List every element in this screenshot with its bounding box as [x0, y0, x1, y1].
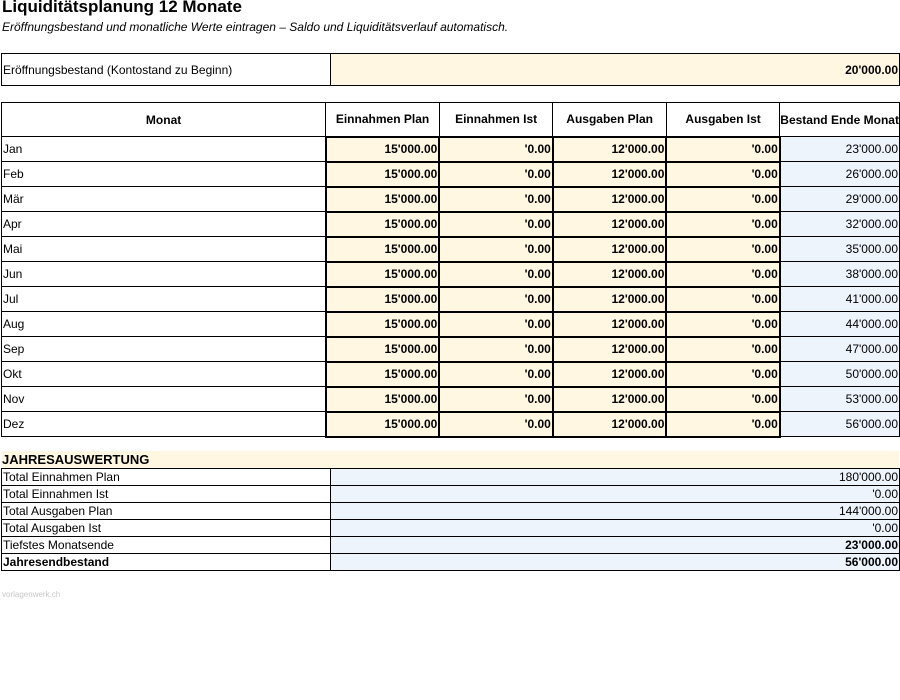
month-end-balance-cell: 56'000.00 [780, 412, 900, 437]
expense-plan-input[interactable]: 12'000.00 [553, 137, 667, 162]
income-actual-input[interactable]: '0.00 [439, 162, 552, 187]
expense-plan-input[interactable]: 12'000.00 [553, 237, 667, 262]
income-actual-input[interactable]: '0.00 [439, 337, 552, 362]
summary-row [2, 537, 900, 554]
table-row [2, 412, 900, 437]
expense-plan-input[interactable]: 12'000.00 [553, 212, 667, 237]
month-end-balance-cell: 53'000.00 [780, 387, 900, 412]
summary-label: Jahresendbestand [2, 554, 331, 571]
month-cell: Jul [2, 287, 326, 312]
opening-balance-table [1, 53, 900, 86]
summary-value: '0.00 [330, 486, 899, 503]
month-end-balance-cell: 41'000.00 [780, 287, 900, 312]
expense-plan-input[interactable]: 12'000.00 [553, 362, 667, 387]
annual-summary-table [1, 468, 900, 571]
month-end-balance-cell: 23'000.00 [780, 137, 900, 162]
month-cell: Dez [2, 412, 326, 437]
income-plan-input[interactable]: 15'000.00 [326, 237, 440, 262]
table-row [2, 262, 900, 287]
month-cell: Nov [2, 387, 326, 412]
expense-actual-input[interactable]: '0.00 [666, 162, 779, 187]
month-cell: Aug [2, 312, 326, 337]
month-end-balance-cell: 26'000.00 [780, 162, 900, 187]
month-end-balance-cell: 47'000.00 [780, 337, 900, 362]
expense-actual-input[interactable]: '0.00 [666, 187, 779, 212]
summary-value: 180'000.00 [330, 469, 899, 486]
table-row [2, 137, 900, 162]
table-header-row [2, 103, 900, 137]
summary-label: Total Einnahmen Ist [2, 486, 331, 503]
expense-plan-input[interactable]: 12'000.00 [553, 162, 667, 187]
column-header-income-plan: Einnahmen Plan [326, 103, 440, 137]
month-cell: Sep [2, 337, 326, 362]
expense-actual-input[interactable]: '0.00 [666, 137, 779, 162]
income-plan-input[interactable]: 15'000.00 [326, 387, 440, 412]
month-cell: Okt [2, 362, 326, 387]
month-end-balance-cell: 32'000.00 [780, 212, 900, 237]
month-end-balance-cell: 50'000.00 [780, 362, 900, 387]
summary-value: 56'000.00 [330, 554, 899, 571]
table-row [2, 287, 900, 312]
expense-plan-input[interactable]: 12'000.00 [553, 187, 667, 212]
summary-label: Total Ausgaben Plan [2, 503, 331, 520]
summary-row [2, 554, 900, 571]
page-subtitle: Eröffnungsbestand und monatliche Werte eintragen – Saldo und Liquiditätsverlauf automatisch. [2, 20, 509, 34]
column-header-month: Monat [2, 103, 326, 137]
expense-actual-input[interactable]: '0.00 [666, 337, 779, 362]
summary-heading: JAHRESAUSWERTUNG [1, 451, 899, 468]
expense-actual-input[interactable]: '0.00 [666, 237, 779, 262]
month-cell: Feb [2, 162, 326, 187]
summary-value: '0.00 [330, 520, 899, 537]
summary-row [2, 469, 900, 486]
opening-balance-input[interactable]: 20'000.00 [330, 54, 899, 86]
column-header-balance: Bestand Ende Monat [780, 103, 900, 137]
month-cell: Mai [2, 237, 326, 262]
expense-plan-input[interactable]: 12'000.00 [553, 312, 667, 337]
month-end-balance-cell: 35'000.00 [780, 237, 900, 262]
income-actual-input[interactable]: '0.00 [439, 412, 552, 437]
summary-row [2, 503, 900, 520]
expense-actual-input[interactable]: '0.00 [666, 262, 779, 287]
expense-plan-input[interactable]: 12'000.00 [553, 287, 667, 312]
summary-label: Total Einnahmen Plan [2, 469, 331, 486]
footer-source-text: vorlagenwerk.ch [2, 590, 61, 599]
income-actual-input[interactable]: '0.00 [439, 362, 552, 387]
column-header-expense-plan: Ausgaben Plan [553, 103, 667, 137]
expense-actual-input[interactable]: '0.00 [666, 362, 779, 387]
income-actual-input[interactable]: '0.00 [439, 237, 552, 262]
income-plan-input[interactable]: 15'000.00 [326, 312, 440, 337]
expense-actual-input[interactable]: '0.00 [666, 412, 779, 437]
column-header-expense-actual: Ausgaben Ist [666, 103, 779, 137]
income-actual-input[interactable]: '0.00 [439, 212, 552, 237]
income-actual-input[interactable]: '0.00 [439, 137, 552, 162]
income-plan-input[interactable]: 15'000.00 [326, 137, 440, 162]
income-actual-input[interactable]: '0.00 [439, 312, 552, 337]
column-header-income-actual: Einnahmen Ist [439, 103, 552, 137]
income-plan-input[interactable]: 15'000.00 [326, 262, 440, 287]
month-end-balance-cell: 44'000.00 [780, 312, 900, 337]
summary-value: 144'000.00 [330, 503, 899, 520]
page-title: Liquiditätsplanung 12 Monate [2, 0, 242, 16]
month-cell: Jan [2, 137, 326, 162]
income-actual-input[interactable]: '0.00 [439, 387, 552, 412]
summary-row [2, 520, 900, 537]
month-cell: Jun [2, 262, 326, 287]
monthly-liquidity-table [1, 102, 900, 438]
expense-plan-input[interactable]: 12'000.00 [553, 337, 667, 362]
opening-balance-label: Eröffnungsbestand (Kontostand zu Beginn) [2, 54, 331, 86]
month-end-balance-cell: 38'000.00 [780, 262, 900, 287]
income-plan-input[interactable]: 15'000.00 [326, 287, 440, 312]
table-row [2, 212, 900, 237]
summary-value: 23'000.00 [330, 537, 899, 554]
table-row [2, 312, 900, 337]
income-plan-input[interactable]: 15'000.00 [326, 212, 440, 237]
income-plan-input[interactable]: 15'000.00 [326, 337, 440, 362]
summary-label: Total Ausgaben Ist [2, 520, 331, 537]
income-plan-input[interactable]: 15'000.00 [326, 162, 440, 187]
month-cell: Mär [2, 187, 326, 212]
summary-row [2, 486, 900, 503]
expense-plan-input[interactable]: 12'000.00 [553, 412, 667, 437]
table-row [2, 187, 900, 212]
expense-actual-input[interactable]: '0.00 [666, 212, 779, 237]
table-row [2, 237, 900, 262]
income-actual-input[interactable]: '0.00 [439, 187, 552, 212]
income-plan-input[interactable]: 15'000.00 [326, 362, 440, 387]
summary-label: Tiefstes Monatsende [2, 537, 331, 554]
table-row [2, 387, 900, 412]
expense-plan-input[interactable]: 12'000.00 [553, 387, 667, 412]
table-row [2, 362, 900, 387]
month-end-balance-cell: 29'000.00 [780, 187, 900, 212]
income-plan-input[interactable]: 15'000.00 [326, 412, 440, 437]
income-plan-input[interactable]: 15'000.00 [326, 187, 440, 212]
month-cell: Apr [2, 212, 326, 237]
table-row [2, 337, 900, 362]
expense-actual-input[interactable]: '0.00 [666, 312, 779, 337]
table-row [2, 162, 900, 187]
income-actual-input[interactable]: '0.00 [439, 287, 552, 312]
expense-plan-input[interactable]: 12'000.00 [553, 262, 667, 287]
expense-actual-input[interactable]: '0.00 [666, 387, 779, 412]
income-actual-input[interactable]: '0.00 [439, 262, 552, 287]
expense-actual-input[interactable]: '0.00 [666, 287, 779, 312]
